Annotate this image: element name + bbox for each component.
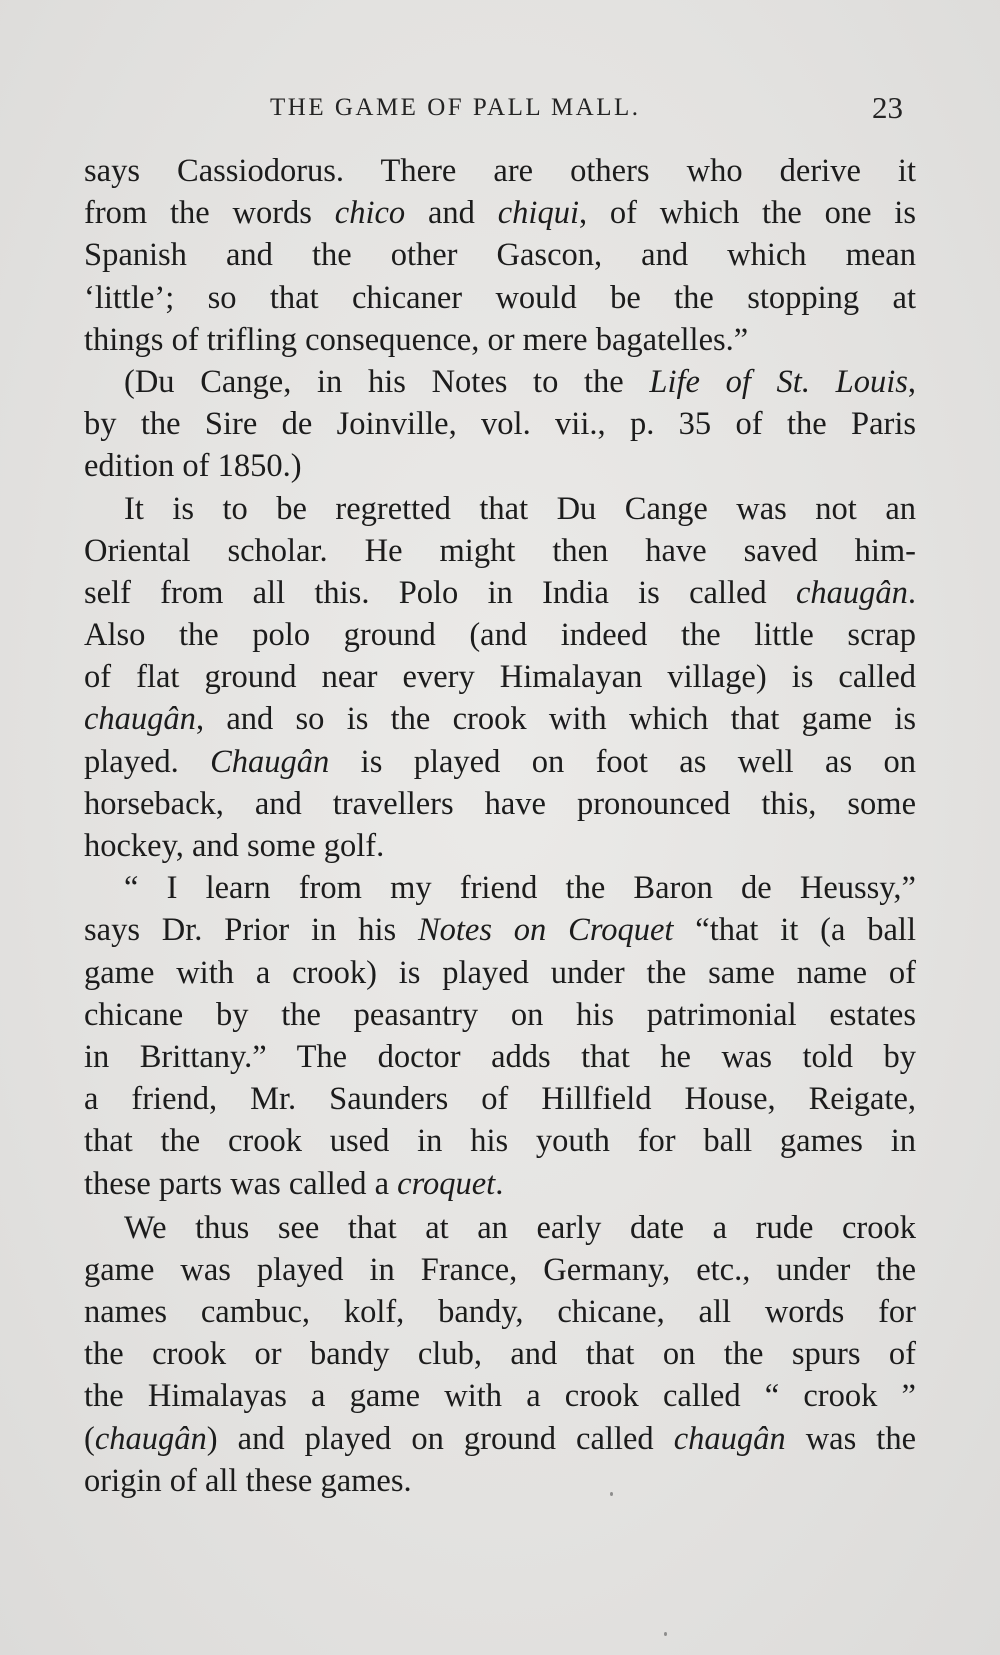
text-line: from the words chico and chiqui, of which the one is: [84, 195, 916, 232]
running-head: [0, 88, 1000, 128]
text-line: says Dr. Prior in his Notes on Croquet “that it (a ball: [84, 912, 916, 949]
text-line: (Du Cange, in his Notes to the Life of St. Louis,: [124, 363, 916, 400]
text-line: game was played in France, Germany, etc., under the: [84, 1251, 916, 1288]
text-line: the crook or bandy club, and that on the spurs of: [84, 1336, 916, 1373]
text-line: We thus see that at an early date a rude crook: [124, 1209, 916, 1246]
text-line: these parts was called a croquet.: [84, 1165, 504, 1202]
text-line: a friend, Mr. Saunders of Hillfield House, Reigate,: [84, 1081, 916, 1118]
running-title: THE GAME OF PALL MALL.: [270, 94, 641, 121]
text-line: origin of all these games.: [84, 1462, 412, 1499]
paper-speck: [664, 1632, 667, 1636]
text-line: that the crook used in his youth for ball games in: [84, 1123, 916, 1160]
text-line: by the Sire de Joinville, vol. vii., p. 35 of the Paris: [84, 406, 916, 443]
text-line: played. Chaugân is played on foot as well as on: [84, 743, 916, 780]
text-line: names cambuc, kolf, bandy, chicane, all words for: [84, 1294, 916, 1331]
text-line: things of trifling consequence, or mere bagatelles.”: [84, 321, 749, 358]
paper-speck: [610, 1492, 613, 1496]
text-line: “ I learn from my friend the Baron de Heussy,”: [124, 870, 916, 907]
text-line: of flat ground near every Himalayan village) is called: [84, 659, 916, 696]
text-line: horseback, and travellers have pronounced this, some: [84, 785, 916, 822]
text-line: It is to be regretted that Du Cange was not an: [124, 490, 916, 527]
text-line: the Himalayas a game with a crook called “ crook ”: [84, 1378, 916, 1415]
text-line: edition of 1850.): [84, 448, 302, 485]
text-line: Spanish and the other Gascon, and which mean: [84, 237, 916, 274]
text-line: chaugân, and so is the crook with which that game is: [84, 701, 916, 738]
text-line: chicane by the peasantry on his patrimonial estates: [84, 996, 916, 1033]
body-text: [84, 150, 916, 1502]
text-line: Oriental scholar. He might then have saved him-: [84, 532, 916, 569]
text-line: (chaugân) and played on ground called chaugân was the: [84, 1420, 916, 1457]
text-line: says Cassiodorus. There are others who derive it: [84, 153, 916, 189]
text-line: Also the polo ground (and indeed the little scrap: [84, 617, 916, 654]
text-line: hockey, and some golf.: [84, 828, 385, 864]
text-line: in Brittany.” The doctor adds that he was told by: [84, 1038, 916, 1075]
text-line: ‘little’; so that chicaner would be the stopping at: [84, 279, 916, 316]
text-line: game with a crook) is played under the same name of: [84, 954, 916, 991]
page-number: 23: [872, 90, 903, 125]
text-line: self from all this. Polo in India is called chaugân.: [84, 574, 916, 611]
